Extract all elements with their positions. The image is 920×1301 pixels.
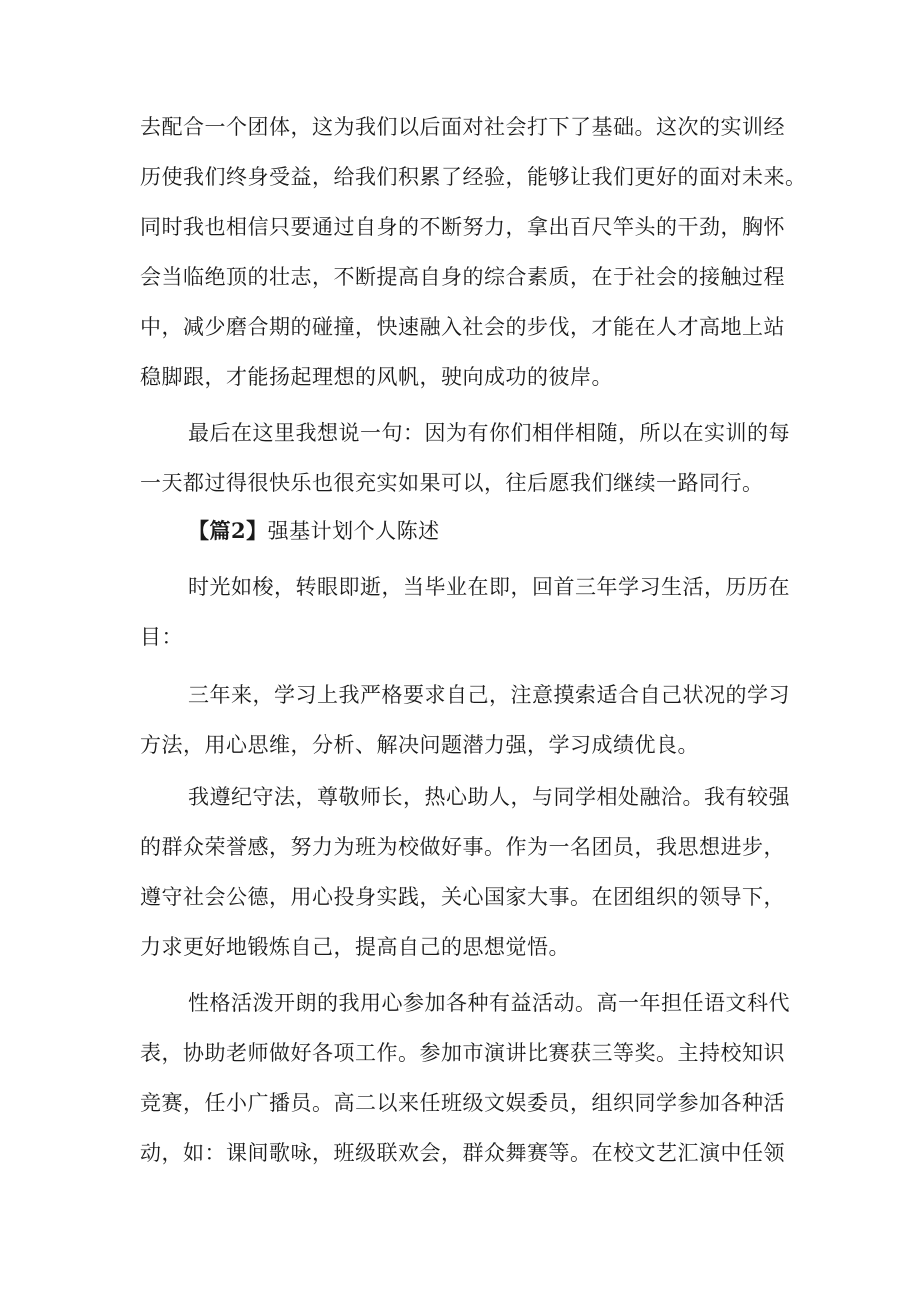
text-line: 方法，用心思维，分析、解决问题潜力强，学习成绩优良。: [140, 733, 699, 757]
section-heading: [140, 506, 800, 556]
section-number: 【篇2】: [188, 518, 268, 543]
paragraph-5: [140, 772, 800, 972]
text-line: 历使我们终身受益，给我们积累了经验，能够让我们更好的面对未来。: [140, 165, 807, 189]
text-line: 竞赛，任小广播员。高二以来任班级文娱委员，组织同学参加各种活: [140, 1091, 785, 1115]
text-line: 会当临绝顶的壮志，不断提高自身的综合素质，在于社会的接触过程: [140, 265, 785, 289]
text-line: 时光如梭，转眼即逝，当毕业在即，回首三年学习生活，历历在: [188, 575, 790, 599]
text-line: 的群众荣誉感，努力为班为校做好事。作为一名团员，我思想进步，: [140, 835, 785, 859]
paragraph-1: [140, 102, 807, 402]
section-title: 强基计划个人陈述: [267, 519, 440, 543]
paragraph-4: [140, 670, 800, 770]
paragraph-3: [140, 562, 800, 662]
text-line: 去配合一个团体，这为我们以后面对社会打下了基础。这次的实训经: [140, 115, 785, 139]
text-line: 中，减少磨合期的碰撞，快速融入社会的步伐，才能在人才高地上站: [140, 315, 785, 339]
text-line: 我遵纪守法，尊敬师长，热心助人，与同学相处融洽。我有较强: [188, 785, 790, 809]
text-line: 动，如：课间歌咏，班级联欢会，群众舞赛等。在校文艺汇演中任领: [140, 1141, 785, 1165]
paragraph-2: [140, 408, 800, 508]
paragraph-6: [140, 978, 800, 1178]
text-line: 遵守社会公德，用心投身实践，关心国家大事。在团组织的领导下，: [140, 885, 785, 909]
text-line: 力求更好地锻炼自己，提高自己的思想觉悟。: [140, 935, 570, 959]
text-line: 一天都过得很快乐也很充实如果可以，往后愿我们继续一路同行。: [140, 471, 764, 495]
text-line: 稳脚跟，才能扬起理想的风帆，驶向成功的彼岸。: [140, 365, 613, 389]
text-line: 表，协助老师做好各项工作。参加市演讲比赛获三等奖。主持校知识: [140, 1041, 785, 1065]
text-line: 最后在这里我想说一句：因为有你们相伴相随，所以在实训的每: [188, 421, 790, 445]
text-line: 性格活泼开朗的我用心参加各种有益活动。高一年担任语文科代: [188, 991, 790, 1015]
text-line: 同时我也相信只要通过自身的不断努力，拿出百尺竿头的干劲，胸怀: [140, 215, 785, 239]
text-line: 三年来，学习上我严格要求自己，注意摸索适合自己状况的学习: [188, 683, 790, 707]
text-line: 目：: [140, 625, 183, 649]
